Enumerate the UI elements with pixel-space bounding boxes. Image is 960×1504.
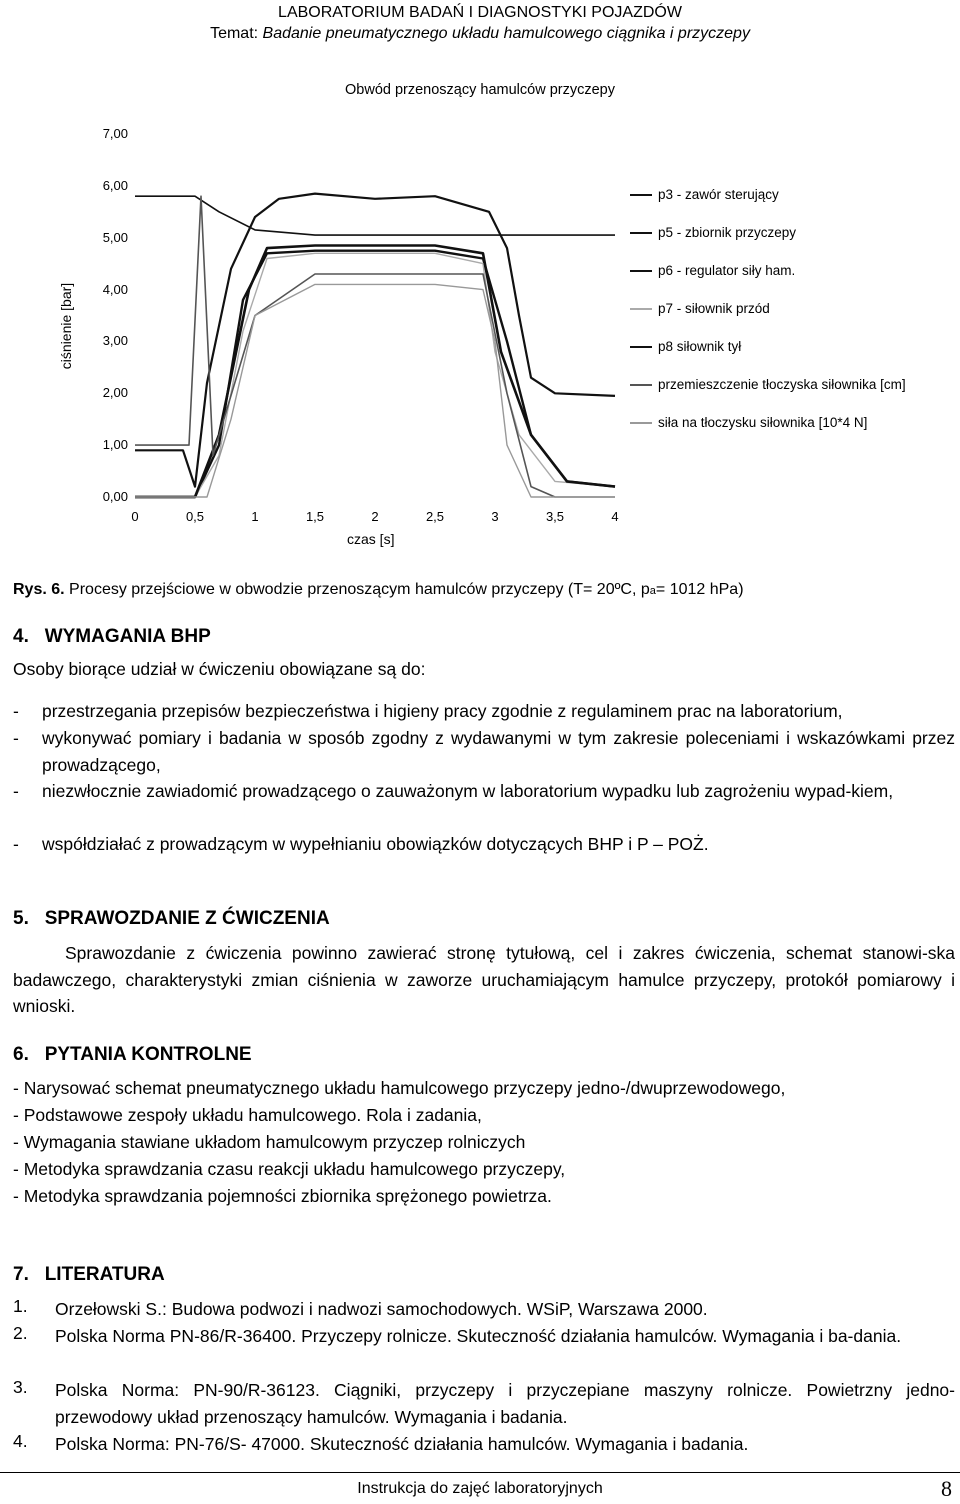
x-tick-label: 4 (611, 509, 619, 524)
section-5-number: 5. (13, 908, 29, 929)
literature-number: 1. (13, 1296, 28, 1316)
legend-label: przemieszczenie tłoczyska siłownika [cm] (658, 377, 906, 392)
question-item: - Metodyka sprawdzania czasu reakcji układu hamulcowego przyczepy, (13, 1159, 566, 1179)
question-item: - Podstawowe zespoły układu hamulcowego. Rola i zadania, (13, 1105, 482, 1125)
x-tick-label: 3,5 (545, 509, 565, 524)
section-4-title: WYMAGANIA BHP (44, 626, 211, 647)
question-item: - Narysować schemat pneumatycznego układu hamulcowego przyczepy jedno-/dwuprzewodowego, (13, 1078, 786, 1098)
legend-entry (630, 376, 928, 394)
legend-entry (630, 186, 928, 204)
legend-label: p3 - zawór sterujący (658, 187, 779, 202)
legend-swatch (630, 346, 652, 348)
y-tick-label: 2,00 (102, 385, 128, 401)
y-tick-label: 7,00 (102, 126, 128, 141)
section-6-heading (13, 1044, 252, 1066)
x-tick-label: 1 (251, 509, 259, 524)
y-tick-label: 6,00 (102, 177, 128, 193)
section-5-text: Sprawozdanie z ćwiczenia powinno zawierać stronę tytułową, cel i zakres ćwiczenia, schemat stanowi-ska badawczego, charakterystyki zmian ciśnienia w zaworze uruchamiającym hamulce przyczepy, protokół pomiarowy i wnioski. (13, 943, 955, 1016)
chart-plot (0, 0, 960, 520)
x-tick-label: 2,5 (425, 509, 445, 524)
series-line (135, 246, 615, 498)
legend-label: p7 - siłownik przód (658, 301, 770, 316)
legend-entry (630, 414, 928, 432)
literature-number: 4. (13, 1431, 28, 1451)
legend-entry (630, 262, 928, 280)
literature-number: 2. (13, 1323, 28, 1343)
legend-swatch (630, 232, 652, 234)
section-5-title: SPRAWOZDANIE Z ĆWICZENIA (44, 908, 330, 929)
legend-label: p8 siłownik tył (658, 339, 742, 354)
legend-entry (630, 224, 928, 242)
series-line (135, 251, 615, 497)
section-7-number: 7. (13, 1264, 29, 1285)
section-7-heading (13, 1264, 165, 1286)
question-item: - Metodyka sprawdzania pojemności zbiornika sprężonego powietrza. (13, 1186, 552, 1206)
literature-item: Polska Norma PN-86/R-36400. Przyczepy rolnicze. Skuteczność działania hamulców. Wymagania i ba-dania. (55, 1326, 902, 1346)
figure-caption (13, 581, 744, 599)
series-line (135, 253, 615, 497)
section-6-title: PYTANIA KONTROLNE (44, 1044, 252, 1065)
header-lab-name: LABORATORIUM BADAŃ I DIAGNOSTYKI POJAZDÓW (278, 4, 682, 21)
y-tick-label: 0,00 (102, 489, 128, 504)
y-tick-label: 3,00 (102, 333, 128, 349)
section-6-number: 6. (13, 1044, 29, 1065)
bhp-item-text: niezwłocznie zawiadomić prowadzącego o zauważonym w laboratorium wypadku lub zagrożeniu wypad-kiem, (42, 781, 894, 801)
x-axis-label: czas [s] (347, 531, 395, 547)
chart-title: Obwód przenoszący hamulców przyczepy (345, 82, 615, 98)
legend-swatch (630, 308, 652, 310)
literature-item: Polska Norma: PN-90/R-36123. Ciągniki, przyczepy i przyczepiane maszyny rolnicze. Powietrzny jedno-przewodowy układ przenoszący hamulców. Wymagania i badania. (55, 1380, 955, 1427)
legend-swatch (630, 270, 652, 272)
y-tick-label: 4,00 (102, 281, 128, 297)
section-7-title: LITERATURA (44, 1264, 165, 1285)
header-topic-prefix: Temat: (210, 25, 263, 42)
header-topic-title: Badanie pneumatycznego układu hamulcowego ciągnika i przyczepy (262, 25, 750, 42)
legend-label: siła na tłoczysku siłownika [10*4 N] (658, 415, 868, 430)
footer-text: Instrukcja do zajęć laboratoryjnych (357, 1480, 603, 1497)
literature-item: Orzełowski S.: Budowa podwozi i nadwozi samochodowych. WSiP, Warszawa 2000. (55, 1299, 708, 1319)
legend-entry (630, 300, 928, 318)
section-4-intro: Osoby biorące udział w ćwiczeniu obowiązane są do: (13, 659, 426, 679)
legend-swatch (630, 384, 652, 386)
section-4-heading (13, 626, 211, 648)
bhp-item-text: przestrzegania przepisów bezpieczeństwa i higieny pracy zgodnie z regulaminem prac na laboratorium, (42, 701, 843, 721)
section-5-heading (13, 908, 330, 930)
legend-label: p6 - regulator siły ham. (658, 263, 796, 278)
section-4-number: 4. (13, 626, 29, 647)
legend-label: p5 - zbiornik przyczepy (658, 225, 797, 240)
literature-number: 3. (13, 1377, 28, 1397)
y-axis-label: ciśnienie [bar] (58, 282, 74, 370)
x-tick-label: 2 (371, 509, 379, 524)
x-tick-label: 1,5 (305, 509, 325, 524)
x-tick-label: 0 (131, 509, 139, 524)
figure-caption-sub: a (649, 585, 656, 597)
legend-swatch (630, 194, 652, 196)
literature-item: Polska Norma: PN-76/S- 47000. Skuteczność działania hamulców. Wymagania i badania. (55, 1434, 749, 1454)
figure-caption-label: Rys. 6. (13, 581, 65, 598)
bhp-item-text: wykonywać pomiary i badania w sposób zgodny z wydawanymi w tym zakresie poleceniami i wskazówkami przez prowadzącego, (42, 728, 955, 775)
x-tick-label: 3 (491, 509, 499, 524)
footer-divider (0, 1472, 960, 1473)
bhp-item-text: współdziałać z prowadzącym w wypełnianiu obowiązków dotyczących BHP i P – POŻ. (42, 834, 709, 854)
x-tick-label: 0,5 (185, 509, 205, 524)
page-number: 8 (941, 1476, 952, 1501)
legend-swatch (630, 422, 652, 424)
figure-caption-text: Procesy przejściowe w obwodzie przenoszącym hamulców przyczepy (T= 20ºC, p (64, 581, 650, 598)
series-line (135, 196, 615, 235)
y-tick-label: 1,00 (102, 437, 128, 453)
question-item: - Wymagania stawiane układom hamulcowym przyczep rolniczych (13, 1132, 526, 1152)
figure-caption-tail: = 1012 hPa) (655, 581, 744, 598)
legend-entry (630, 338, 928, 356)
y-tick-label: 5,00 (102, 229, 128, 245)
